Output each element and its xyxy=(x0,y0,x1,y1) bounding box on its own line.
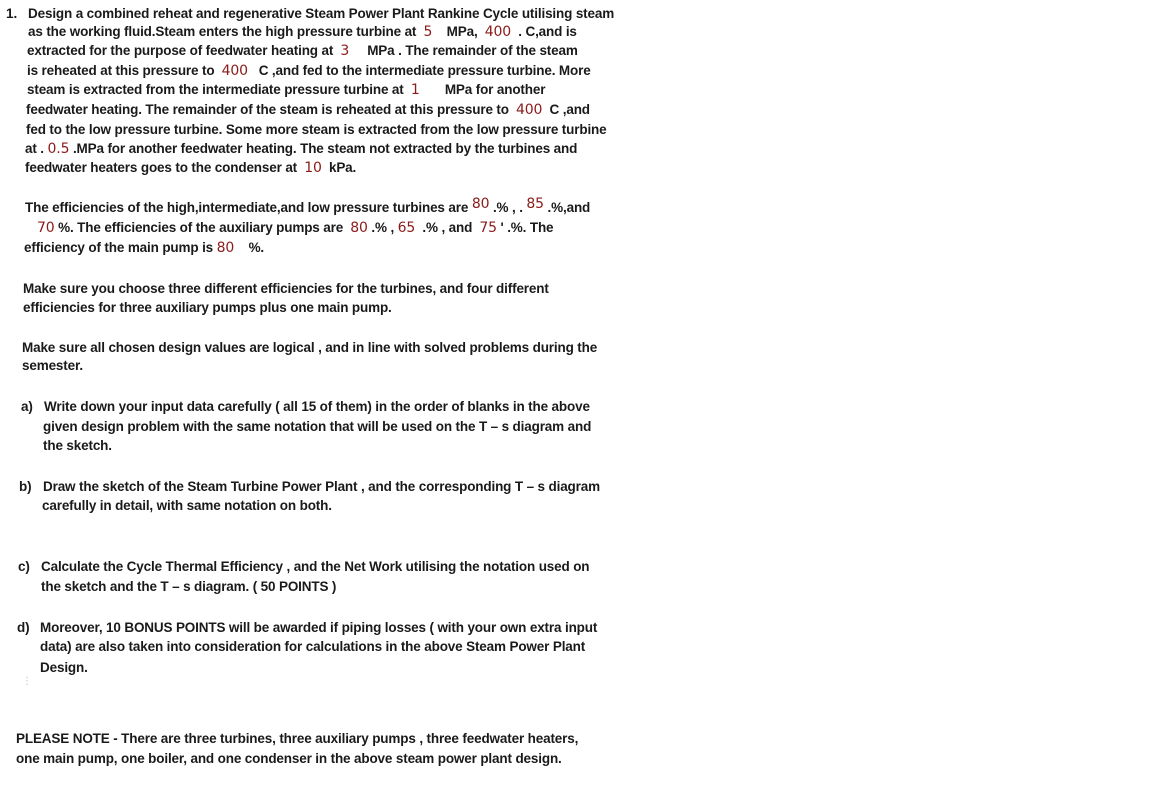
item-d-line-2: data) are also taken into consideration for calculations in the above Steam Power Plant xyxy=(40,639,586,654)
item-b-label: b) xyxy=(19,479,32,494)
p3-line-1: Make sure you choose three different efficiencies for the turbines, and four different xyxy=(23,281,549,296)
hp-turbine-inlet-pressure: 5 xyxy=(423,24,433,40)
item-c-line-1: Calculate the Cycle Thermal Efficiency , and the Net Work utilising the notation used on xyxy=(41,559,590,574)
item-a-label: a) xyxy=(21,399,33,414)
p1-line-5: steam is extracted from the intermediate pressure turbine at 1 MPa for another xyxy=(27,82,546,98)
condenser-pressure: 10 xyxy=(304,160,322,176)
third-extraction-pressure: 0.5 xyxy=(47,141,70,157)
item-b-line-1: Draw the sketch of the Steam Turbine Power Plant , and the corresponding T – s diagram xyxy=(43,479,600,494)
p1-line-4: is reheated at this pressure to 400 C ,and fed to the intermediate pressure turbine. More xyxy=(27,63,591,79)
item-a-line-2: given design problem with the same notation that will be used on the T – s diagram and xyxy=(43,419,592,434)
item-d-label: d) xyxy=(17,620,30,635)
item-d-line-1: Moreover, 10 BONUS POINTS will be awarded if piping losses ( with your own extra input xyxy=(40,620,598,635)
p3-line-2: efficiencies for three auxiliary pumps plus one main pump. xyxy=(23,300,392,315)
first-reheat-temperature: 400 xyxy=(221,63,248,79)
hp-turbine-inlet-temperature: 400 xyxy=(484,24,512,40)
scan-speck: ⋮ xyxy=(22,676,32,687)
p1-line-2: as the working fluid.Steam enters the high pressure turbine at 5 MPa, 400 . C,and is xyxy=(28,24,577,40)
note-line-2: one main pump, one boiler, and one condenser in the above steam power plant design. xyxy=(16,751,562,766)
p2-line-2: 70 %. The efficiencies of the auxiliary pumps are 80 .% , 65 .% , and 75 ' .%. The xyxy=(37,220,554,236)
item-c-label: c) xyxy=(18,559,30,574)
second-reheat-temperature: 400 xyxy=(516,102,543,118)
lp-turbine-efficiency: 70 xyxy=(37,220,55,236)
p4-line-2: semester. xyxy=(22,358,83,373)
main-pump-efficiency: 80 xyxy=(216,240,235,256)
p1-line-3: extracted for the purpose of feedwater heating at 3 MPa . The remainder of the steam xyxy=(27,43,578,59)
item-c-line-2: the sketch and the T – s diagram. ( 50 POINTS ) xyxy=(41,579,337,594)
first-extraction-pressure: 3 xyxy=(340,43,350,59)
p2-line-1: The efficiencies of the high,intermediate,and low pressure turbines are 80 .% , . 85 .%,and xyxy=(25,196,591,215)
p1-line-7: fed to the low pressure turbine. Some more steam is extracted from the low pressure turbine xyxy=(26,122,607,137)
p1-line-9: feedwater heaters goes to the condenser at 10 kPa. xyxy=(25,160,357,176)
aux-pump-3-efficiency: 75 xyxy=(479,220,497,236)
ip-turbine-efficiency: 85 xyxy=(526,196,544,212)
item-a-line-3: the sketch. xyxy=(43,438,112,453)
second-extraction-pressure: 1 xyxy=(410,82,420,98)
p1-line-1: Design a combined reheat and regenerative Steam Power Plant Rankine Cycle utilising steam xyxy=(28,6,615,21)
p4-line-1: Make sure all chosen design values are logical , and in line with solved problems during the xyxy=(22,340,598,355)
item-b-line-2: carefully in detail, with same notation on both. xyxy=(42,498,332,513)
p1-line-8: at . 0.5 .MPa for another feedwater heating. The steam not extracted by the turbines and xyxy=(25,141,578,157)
problem-number: 1. xyxy=(6,6,18,21)
item-a-line-1: Write down your input data carefully ( all 15 of them) in the order of blanks in the above xyxy=(44,399,590,414)
aux-pump-2-efficiency: 65 xyxy=(397,220,416,236)
p1-line-6: feedwater heating. The remainder of the steam is reheated at this pressure to 400 C ,and xyxy=(26,102,590,118)
note-line-1: PLEASE NOTE - There are three turbines, three auxiliary pumps , three feedwater heaters, xyxy=(16,731,579,746)
aux-pump-1-efficiency: 80 xyxy=(350,220,368,236)
hp-turbine-efficiency: 80 xyxy=(471,196,490,212)
p2-line-3: efficiency of the main pump is 80 %. xyxy=(24,240,265,256)
item-d-line-3: Design. xyxy=(40,660,88,675)
